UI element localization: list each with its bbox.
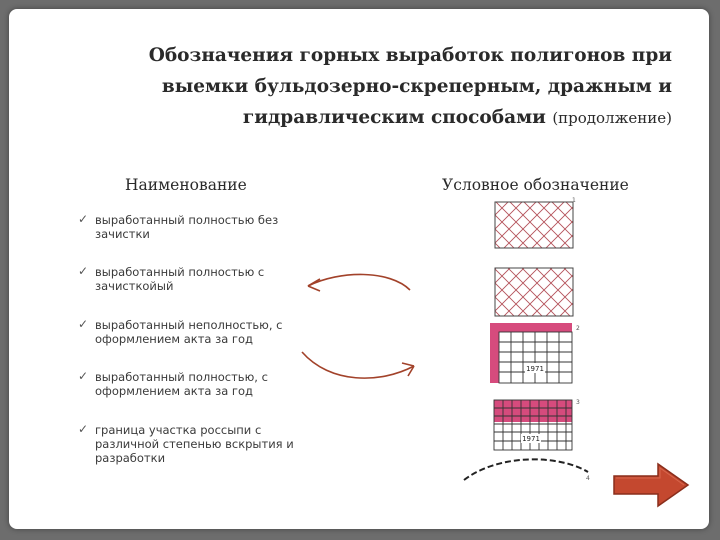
- year-label: 1971: [522, 435, 540, 443]
- symbol-boundary: [458, 452, 598, 486]
- slide-title: [100, 40, 672, 134]
- list-item-text: выработанный полностью без зачистки: [95, 213, 279, 241]
- symbol-number-label: 4: [586, 475, 590, 482]
- pink-band: [490, 323, 572, 332]
- hatched-rect: [495, 268, 573, 316]
- list-item-text: выработанный полностью с зачисткойый: [95, 265, 265, 293]
- symbol-no-cleaning: [488, 194, 584, 258]
- symbol-with-cleaning: [488, 262, 584, 326]
- arrow-right-icon: [614, 464, 688, 506]
- grid-lines: [499, 332, 572, 383]
- symbol-partial-act: [484, 320, 584, 388]
- curved-arrows: [290, 262, 420, 392]
- check-icon: ✓: [78, 369, 89, 383]
- symbol-number-label: 2: [576, 325, 580, 332]
- check-icon: ✓: [78, 422, 89, 436]
- next-slide-button[interactable]: [612, 462, 692, 508]
- title-main: Обозначения горных выработок полигонов при выемки бульдозерно-скреперным, дражным и гидравлическим способами: [148, 45, 672, 128]
- curved-arrow-left: [308, 274, 410, 290]
- list-item: [78, 213, 308, 241]
- list-item-text: граница участка россыпи с различной степенью вскрытия и разработки: [95, 423, 294, 465]
- list-item: [78, 318, 308, 346]
- curved-arrow-right: [302, 352, 414, 378]
- list-item-text: выработанный полностью, с оформлением акта за год: [95, 370, 268, 398]
- symbol-number-label: 3: [576, 399, 580, 406]
- arrow-head-left: [308, 279, 320, 291]
- list-item: [78, 265, 308, 293]
- boundary-arc: [464, 459, 588, 480]
- symbol-number-label: 1: [572, 197, 576, 204]
- year-label: 1971: [526, 365, 544, 373]
- list-item: [78, 423, 308, 465]
- pink-cells: [494, 400, 572, 422]
- check-icon: ✓: [78, 317, 89, 331]
- list-item-text: выработанный неполностью, с оформлением акта за год: [95, 318, 283, 346]
- hatched-rect: [495, 202, 573, 248]
- check-icon: ✓: [78, 212, 89, 226]
- title-suffix: (продолжение): [552, 109, 672, 127]
- pink-band-side: [490, 323, 499, 383]
- check-icon: ✓: [78, 264, 89, 278]
- list-item: [78, 370, 308, 398]
- column-header-name: Наименование: [125, 176, 247, 194]
- column-header-symbol: Условное обозначение: [442, 176, 629, 194]
- symbol-full-act: [486, 394, 586, 458]
